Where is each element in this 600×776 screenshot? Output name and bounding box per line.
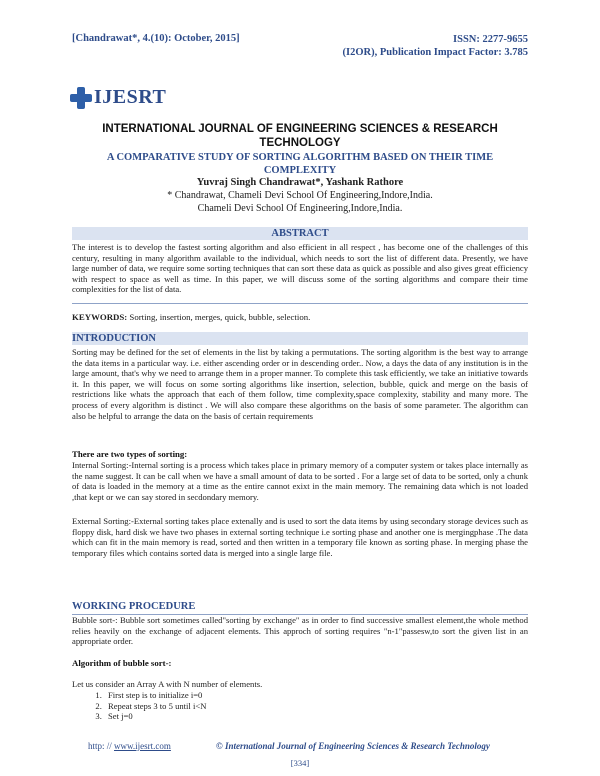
internal-sorting-text: Internal Sorting:-Internal sorting is a process which takes place in primary memory of a computer system or takes place internally as the name suggest. It can be call when we have a small amount of data to be sorted . For a large set of data to be sorted, only a chunk of data is loaded in the memory at a time as the entire cannot exixt in the main memory. The remaining data which is not loaded ,that kept or we can say stored in secdondary memory.: [72, 460, 528, 502]
header-issn: [343, 33, 528, 59]
header-issn-line: ISSN: 2277-9655: [453, 34, 528, 45]
journal-title: INTERNATIONAL JOURNAL OF ENGINEERING SCIENCES & RESEARCH TECHNOLOGY: [102, 123, 498, 149]
keywords-text: Sorting, insertion, merges, quick, bubble, selection.: [127, 312, 311, 322]
keywords-label: KEYWORDS:: [72, 312, 128, 322]
footer-link[interactable]: www.ijesrt.com: [114, 741, 171, 751]
abstract-text: The interest is to develop the fastest sorting algorithm and also efficient in all respect , has become one of the challenges of this century, resulting in many algorithm available to the individual, which needs to sort the list of different data. Presently, we have large number of data, we require some sorting techniques that can sort these data as quick as possible and also gives great efficiency with respect to space as well as time. In this paper, we will discuss some of the sorting algorithms and compare their time complexities for the list of data.: [72, 242, 528, 295]
footer-http: http: //: [88, 741, 115, 751]
list-item: 3. Set j=0: [104, 711, 206, 722]
plus-icon: [70, 87, 92, 109]
affiliation-1: * Chandrawat, Chameli Devi School Of Engineering,Indore,India.: [167, 190, 433, 201]
list-item: 1. First step is to initialize i=0: [104, 690, 206, 701]
external-sorting-text: External Sorting:-External sorting takes place extenally and is used to sort the data items by using secondary storage devices such as floppy disk, hard disk we have two phases in external sorting technique i.e sorting phase and another one is mergingphase .The data which can fit in the main memory is read, sorted and then written in a temporary file known as sorting phase. In merging phase the temporary files which contains sorted data is merged into a single large file.: [72, 516, 528, 558]
header-impact-line: (I2OR), Publication Impact Factor: 3.785: [342, 47, 528, 58]
introduction-heading: INTRODUCTION: [72, 332, 528, 345]
logo-text: IJESRT: [94, 86, 167, 108]
header-citation: [Chandrawat*, 4.(10): October, 2015]: [72, 33, 240, 44]
algorithm-steps: [72, 690, 206, 722]
paper-title: A COMPARATIVE STUDY OF SORTING ALGORITHM BASED ON THEIR TIME COMPLEXITY: [106, 152, 494, 176]
divider: [72, 303, 528, 304]
page-number: [334]: [290, 758, 310, 768]
abstract-heading: ABSTRACT: [72, 227, 528, 240]
introduction-text: Sorting may be defined for the set of elements in the list by taking a permutations. The sorting algorithm is the best way to arrange the data items in a particular way. i.e. either ascending order or in descending order.. Now, a days the data of any institution is in the large amount, that's why we need to arrange them in a proper manner. To complete this task efficiently, we take an initiative towards it. In this paper, we will focus on some sorting algorithms like insertion, selection, bubble, quick and merge on the basis of restrictions like whats the approach that each of them follow, time complexity,space complexity, stability and many more. The process of every algorithm is distinct . We will also compare these algorithms on the basis of some parameter. The algorithm can also be helpful to arrange the data on the basis of certain requirements: [72, 347, 528, 421]
bubble-sort-text: Bubble sort-: Bubble sort sometimes called"sorting by exchange" as in order to find successive smallest element,the whole method relies heavily on the exchange of adjacent elements. This approch of sorting requires "n-1"passesw,to sort the given list in an appropriate order.: [72, 615, 528, 647]
affiliations: [70, 190, 530, 215]
authors: Yuvraj Singh Chandrawat*, Yashank Rathore: [196, 177, 404, 188]
working-procedure-heading: WORKING PROCEDURE: [72, 601, 196, 612]
affiliation-2: Chameli Devi School Of Engineering,Indore,India.: [197, 202, 403, 214]
algorithm-intro: Let us consider an Array A with N number of elements.: [72, 679, 263, 689]
footer-copyright: © International Journal of Engineering Sciences & Research Technology: [216, 741, 490, 751]
journal-logo: [70, 86, 166, 109]
footer-url: [88, 741, 171, 751]
bubble-algorithm-heading: Algorithm of bubble sort-:: [72, 658, 172, 668]
keywords: [72, 312, 310, 322]
list-item: 2. Repeat steps 3 to 5 until i<N: [104, 701, 206, 712]
sorting-types-heading: There are two types of sorting:: [72, 449, 188, 459]
